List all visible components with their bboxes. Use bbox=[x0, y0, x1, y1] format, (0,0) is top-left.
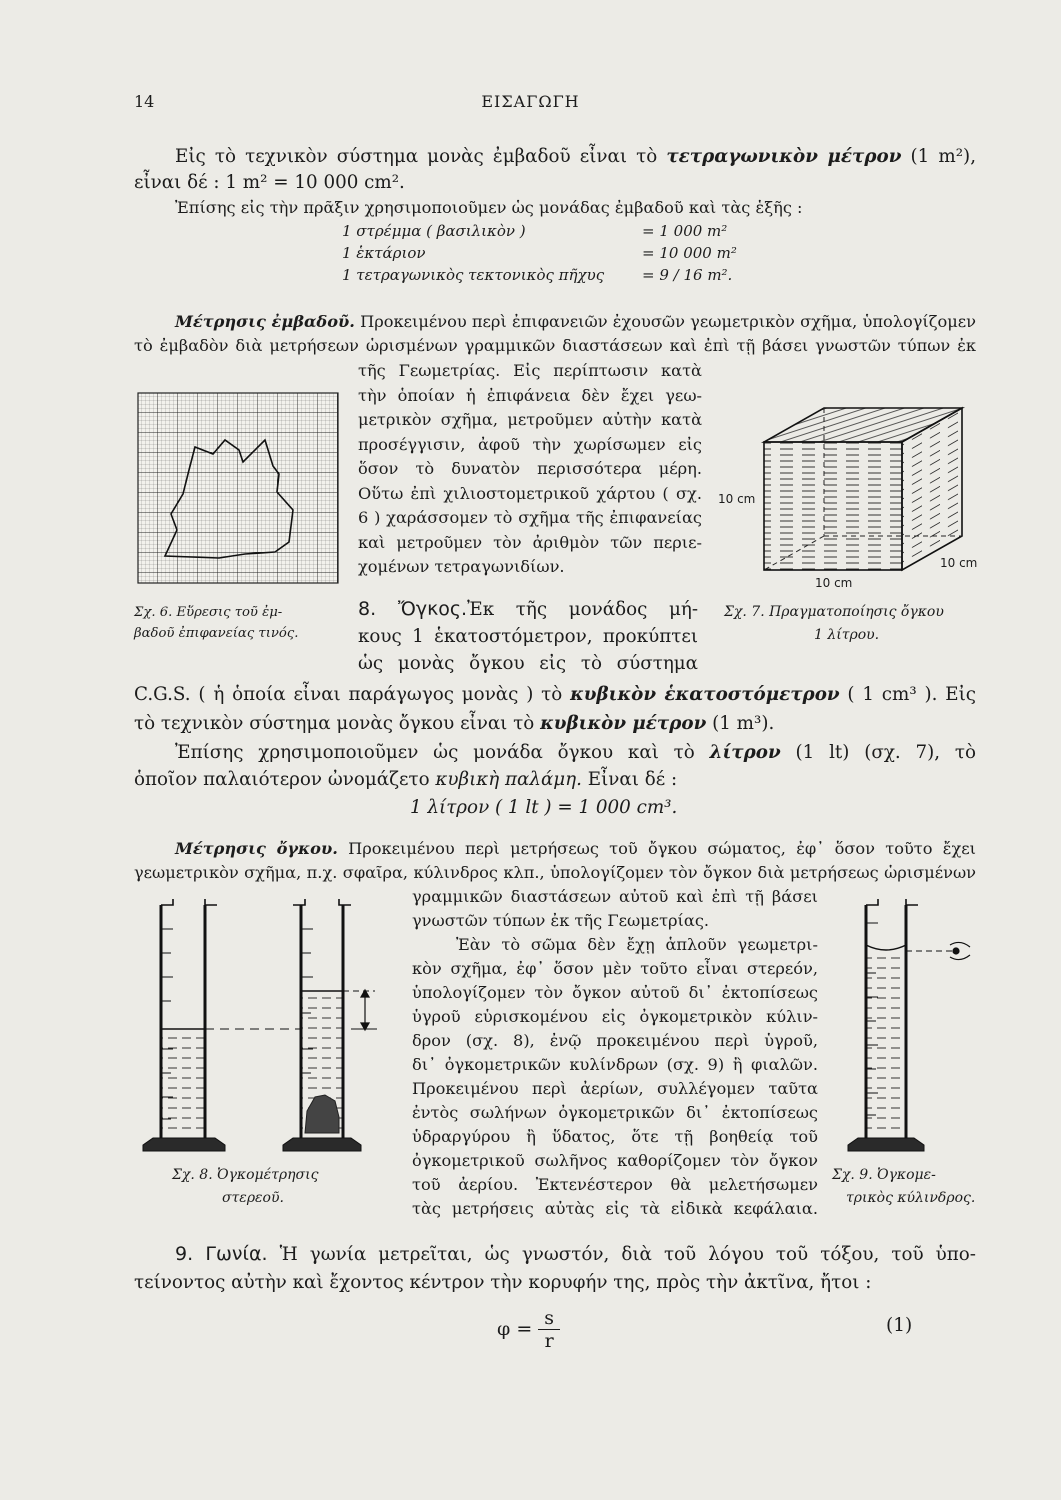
formula-denominator: r bbox=[544, 1329, 554, 1352]
fig8-caption bbox=[172, 1164, 318, 1210]
column-line: Οὕτω ἐπὶ χιλιοστομετρικοῦ χάρτου ( σχ. bbox=[358, 483, 702, 503]
cylinder-before bbox=[143, 899, 225, 1151]
units-row bbox=[342, 264, 737, 286]
units-row-name: 1 στρέμμα ( βασιλικὸν ) bbox=[342, 222, 526, 240]
column-line: δι᾽ ὀγκομετρικῶν κυλίνδρων (σχ. 9) ἢ φιαλῶν. bbox=[412, 1055, 818, 1074]
area-measure-column bbox=[358, 359, 702, 580]
volume-line-6-unit: (1 lt) (σχ. 7), τὸ bbox=[795, 742, 977, 763]
column-line: ὅσον τὸ δυνατὸν περισσότερα μέρη. bbox=[358, 459, 702, 478]
units-row-value: = 1 000 m² bbox=[642, 222, 728, 240]
volume-measure-line-1-text: Προκειμένου περὶ μετρήσεως τοῦ ὄγκου σώματος, ἐφ᾽ ὅσον τοῦτο ἔχει bbox=[348, 839, 976, 858]
volume-col-line-1 bbox=[358, 596, 698, 623]
column-line: τὴν ὁποίαν ἡ ἐπιφάνεια δὲν ἔχει γεω- bbox=[358, 385, 702, 405]
column-line: κὸν σχῆμα, ἐφ᾽ ὅσον μὲν τοῦτο εἶναι στερεόν, bbox=[412, 959, 818, 978]
area-measure-line-1-text: Προκειμένου περὶ ἐπιφανειῶν ἐχουσῶν γεωμετρικὸν σχῆμα, ὑπολογίζομεν bbox=[360, 312, 976, 331]
volume-line-7-tail: Εἶναι δέ : bbox=[587, 769, 678, 790]
units-row bbox=[342, 220, 737, 242]
fig6-caption bbox=[134, 602, 298, 644]
term-cubic-meter: κυβικὸν μέτρον bbox=[540, 713, 707, 734]
formula-fraction bbox=[538, 1307, 560, 1352]
volume-line-6-text: Ἐπίσης χρησιμοποιοῦμεν ὡς μονάδα ὄγκου καὶ τὸ bbox=[175, 742, 695, 763]
formula-lhs: φ = bbox=[497, 1318, 533, 1340]
volume-col-line-3: ὡς μονὰς ὄγκου εἰς τὸ σύστημα bbox=[358, 653, 698, 674]
volume-line-4 bbox=[134, 682, 976, 708]
fig8-caption-line: Σχ. 8. Ὀγκομέτρησις bbox=[172, 1167, 319, 1183]
fig7-label-depth: 10 cm bbox=[940, 556, 978, 570]
intro-line-1 bbox=[175, 144, 976, 170]
fig9-caption-line: τρικὸς κύλινδρος. bbox=[846, 1190, 976, 1206]
fig9-cylinder bbox=[820, 893, 975, 1163]
running-title: ΕΙΣΑΓΩΓΗ bbox=[481, 92, 580, 111]
angle-formula bbox=[497, 1304, 560, 1354]
page-number: 14 bbox=[134, 92, 155, 111]
volume-line-5 bbox=[134, 711, 774, 737]
fig6-caption-line: Σχ. 6. Εὕρεσις τοῦ ἐμ- bbox=[134, 605, 283, 620]
fig7-caption bbox=[724, 601, 944, 647]
units-table bbox=[342, 220, 737, 286]
column-line: ὑδραργύρου ἢ ὕδατος, ὅτε τῇ βοηθείᾳ τοῦ bbox=[412, 1127, 818, 1146]
column-line: Ἐὰν τὸ σῶμα δὲν ἔχῃ ἁπλοῦν γεωμετρι- bbox=[456, 935, 818, 954]
angle-line-2: τείνοντος αὐτὴν καὶ ἔχοντος κέντρον τὴν κορυφήν της, πρὸς τὴν ἀκτῖνα, ἤτοι : bbox=[134, 1272, 872, 1293]
volume-col-line-2: κους 1 ἑκατοστόμετρον, προκύπτει bbox=[358, 626, 698, 647]
angle-line-1-text: Ἡ γωνία μετρεῖται, ὡς γνωστόν, διὰ τοῦ λόγου τοῦ τόξου, τοῦ ὑπο- bbox=[279, 1244, 976, 1265]
level-difference-arrow bbox=[361, 990, 369, 1030]
volume-heading: 8. Ὄγκος. bbox=[358, 598, 468, 620]
volume-measure-line-2: γεωμετρικὸν σχῆμα, π.χ. σφαῖρα, κύλινδρος κλπ., ὑπολογίζομεν τὸν ὄγκον διὰ μετρήσεως ὡρισμένων bbox=[134, 863, 976, 882]
volume-measure-heading: Μέτρησις ὄγκου. bbox=[175, 839, 338, 858]
eye-icon bbox=[950, 942, 970, 959]
units-row-value: = 10 000 m² bbox=[642, 244, 737, 262]
volume-line-7 bbox=[134, 767, 677, 793]
term-liter: λίτρον bbox=[709, 742, 781, 763]
units-row-name: 1 τετραγωνικὸς τεκτονικὸς πῆχυς bbox=[342, 266, 605, 284]
volume-line-7-text: ὁποῖον παλαιότερον ὠνομάζετο bbox=[134, 769, 430, 790]
volume-measure-line-1 bbox=[175, 837, 976, 860]
column-line: δρον (σχ. 8), ἐνῷ προκειμένου περὶ ὑγροῦ, bbox=[412, 1031, 818, 1050]
term-cubic-centimeter: κυβικὸν ἑκατοστόμετρον bbox=[570, 684, 840, 705]
fig7-label-height: 10 cm bbox=[718, 492, 756, 506]
column-line: τὰς μετρήσεις αὐτὰς εἰς τὰ εἰδικὰ κεφάλαια. bbox=[412, 1199, 818, 1218]
column-line: ἐντὸς σωλήνων ὀγκομετρικῶν δι᾽ ἐκτοπίσεως bbox=[412, 1103, 818, 1122]
column-line: Προκειμένου περὶ ἀερίων, συλλέγομεν ταῦτα bbox=[412, 1079, 818, 1098]
column-line: γνωστῶν τύπων ἐκ τῆς Γεωμετρίας. bbox=[412, 911, 710, 930]
volume-measure-column bbox=[412, 885, 818, 1221]
column-line: γραμμικῶν διαστάσεων αὐτοῦ καὶ ἐπὶ τῇ βάσει bbox=[412, 887, 818, 906]
angle-line-1 bbox=[175, 1241, 976, 1268]
units-row-name: 1 ἑκτάριον bbox=[342, 244, 426, 262]
area-measure-line-2: τὸ ἐμβαδὸν διὰ μετρήσεων ὡρισμένων γραμμικῶν διαστάσεων καὶ ἐπὶ τῇ βάσει γνωστῶν τύπων ἐκ bbox=[134, 336, 976, 355]
fig7-caption-line: Σχ. 7. Πραγματοποίησις ὄγκου bbox=[724, 604, 944, 620]
volume-line-6 bbox=[175, 740, 976, 766]
fig9-caption bbox=[832, 1164, 975, 1210]
fig8-cylinders bbox=[125, 893, 400, 1163]
equation-number: (1) bbox=[886, 1315, 913, 1336]
column-line: προσέγγισιν, ἀφοῦ τὴν χωρίσωμεν εἰς bbox=[358, 434, 702, 454]
term-square-meter: τετραγωνικὸν μέτρον bbox=[666, 146, 902, 167]
intro-line-1-text: Εἰς τὸ τεχνικὸν σύστημα μονὰς ἐμβαδοῦ εἶναι τὸ bbox=[175, 146, 658, 167]
volume-line-5-unit: (1 m³). bbox=[712, 713, 775, 734]
volume-line-5-text: τὸ τεχνικὸν σύστημα μονὰς ὄγκου εἶναι τὸ bbox=[134, 713, 535, 734]
area-measure-line-1 bbox=[175, 310, 976, 333]
column-line: τῆς Γεωμετρίας. Εἰς περίπτωσιν κατὰ bbox=[358, 361, 702, 380]
intro-line-1-unit: (1 m²), bbox=[910, 146, 977, 167]
cylinder-after bbox=[283, 899, 361, 1151]
volume-line-4-unit: ( 1 cm³ ). Εἰς bbox=[847, 684, 976, 705]
fig7-caption-line: 1 λίτρου. bbox=[814, 627, 880, 643]
column-line: ὑγροῦ εὑρισκομένου εἰς ὀγκομετρικὸν κύλιν- bbox=[412, 1007, 818, 1026]
units-row-value: = 9 / 16 m². bbox=[642, 266, 733, 284]
term-cubic-palm: κυβικὴ παλάμη. bbox=[435, 769, 582, 790]
column-line: 6 ) χαράσσομεν τὸ σχῆμα τῆς ἐπιφανείας bbox=[358, 508, 702, 527]
fig8-caption-line: στερεοῦ. bbox=[222, 1190, 284, 1206]
column-line: ὀγκομετρικοῦ σωλῆνος καθορίζομεν τὸν ὄγκον bbox=[412, 1151, 818, 1170]
units-row bbox=[342, 242, 737, 264]
column-line: τοῦ ἀερίου. Ἐκτενέστερον θὰ μελετήσωμεν bbox=[412, 1175, 818, 1194]
fig6-graph-paper bbox=[137, 392, 339, 584]
volume-column bbox=[358, 596, 698, 677]
volume-col-text: Ἐκ τῆς μονάδος μή- bbox=[467, 599, 698, 620]
column-line: χομένων τετραγωνιδίων. bbox=[358, 557, 565, 576]
column-line: ὑπολογίζομεν τὸν ὄγκον αὐτοῦ δι᾽ ἐκτοπίσεως bbox=[412, 983, 818, 1002]
fig6-caption-line: βαδοῦ ἐπιφανείας τινός. bbox=[134, 626, 299, 641]
volume-line-4-text: C.G.S. ( ἡ ὁποία εἶναι παράγωγος μονὰς ) τὸ bbox=[134, 684, 563, 705]
intro-line-2: εἶναι δέ : 1 m² = 10 000 cm². bbox=[134, 172, 405, 193]
fig9-caption-line: Σχ. 9. Ὀγκομε- bbox=[832, 1167, 936, 1183]
volume-formula: 1 λίτρον ( 1 lt ) = 1 000 cm³. bbox=[410, 797, 678, 818]
intro-line-3: Ἐπίσης εἰς τὴν πρᾶξιν χρησιμοποιοῦμεν ὡς μονάδας ἐμβαδοῦ καὶ τὰς ἑξῆς : bbox=[175, 198, 803, 217]
area-measure-heading: Μέτρησις ἐμβαδοῦ. bbox=[175, 312, 355, 331]
formula-numerator: s bbox=[538, 1307, 560, 1330]
fig7-label-width: 10 cm bbox=[815, 576, 853, 590]
column-line: μετρικὸν σχῆμα, μετροῦμεν αὐτὴν κατὰ bbox=[358, 410, 702, 429]
column-line: καὶ μετροῦμεν τὸν ἀριθμὸν τῶν περιε- bbox=[358, 532, 702, 552]
angle-heading: 9. Γωνία. bbox=[175, 1243, 268, 1265]
